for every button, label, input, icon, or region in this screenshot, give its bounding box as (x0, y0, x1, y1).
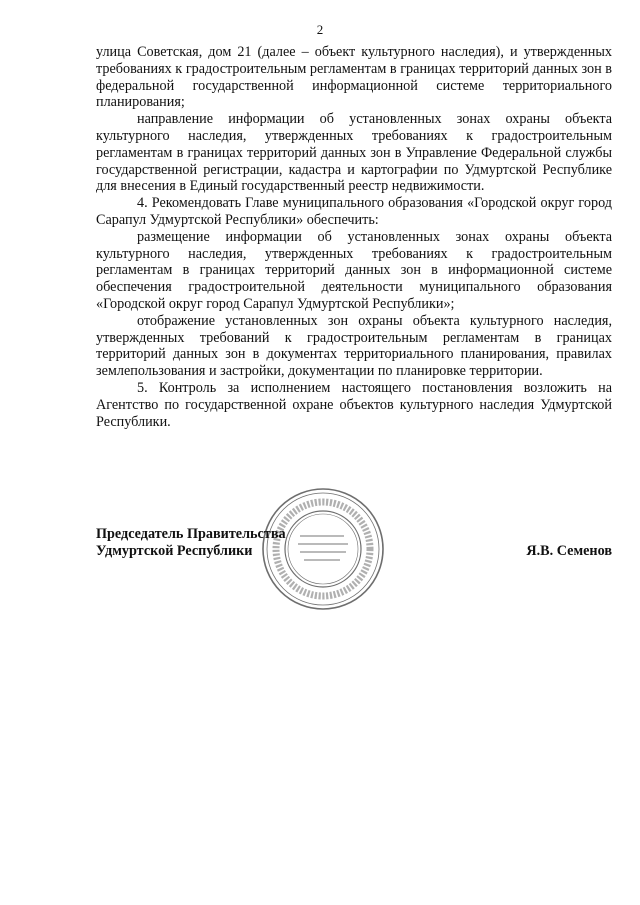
page-number: 2 (316, 22, 324, 37)
signatory-name: Я.В. Семенов (526, 543, 612, 559)
document-body (96, 44, 612, 430)
paragraph-display: отображение установленных зон охраны объекта культурного наследия, утвержденных требований к градостроительным регламентам в границах территорий данных зон в документах территориального планирования, правилах землепользования и застройки, документации по планировке территории. (96, 312, 612, 380)
paragraph-item-4: 4. Рекомендовать Главе муниципального образования «Городской округ город Сарапул Удмуртской Республики» обеспечить: (96, 195, 612, 228)
signatory-title-line-1: Председатель Правительства (96, 526, 286, 542)
paragraph-placement: размещение информации об установленных зонах охраны объекта культурного наследия, утвержденных требованиях к градостроительным регламентам в границах территорий данных зон в информационной системе обеспечения градостроительной деятельности муниципального образования «Городской округ город Сарапул Удмуртской Республики»; (96, 228, 612, 312)
paragraph-item-5: 5. Контроль за исполнением настоящего постановления возложить на Агентство по государственной охране объектов культурного наследия Удмуртской Республики. (96, 379, 612, 430)
signatory-title (96, 526, 286, 560)
signatory-title-line-2: Удмуртской Республики (96, 543, 253, 559)
paragraph-continuation: улица Советская, дом 21 (далее – объект культурного наследия), и утвержденных требованиях к градостроительным регламентам в границах территорий данных зон в федеральной государственной информационной системе территориального планирования; (96, 44, 612, 111)
paragraph-rosreestr: направление информации об установленных зонах охраны объекта культурного наследия, утвержденных требованиях к градостроительным регламентам в границах территорий данных зон в Управление Федеральной службы государственной регистрации, кадастра и картографии по Удмуртской Республике для внесения в Единый государственный реестр недвижимости. (96, 111, 612, 195)
